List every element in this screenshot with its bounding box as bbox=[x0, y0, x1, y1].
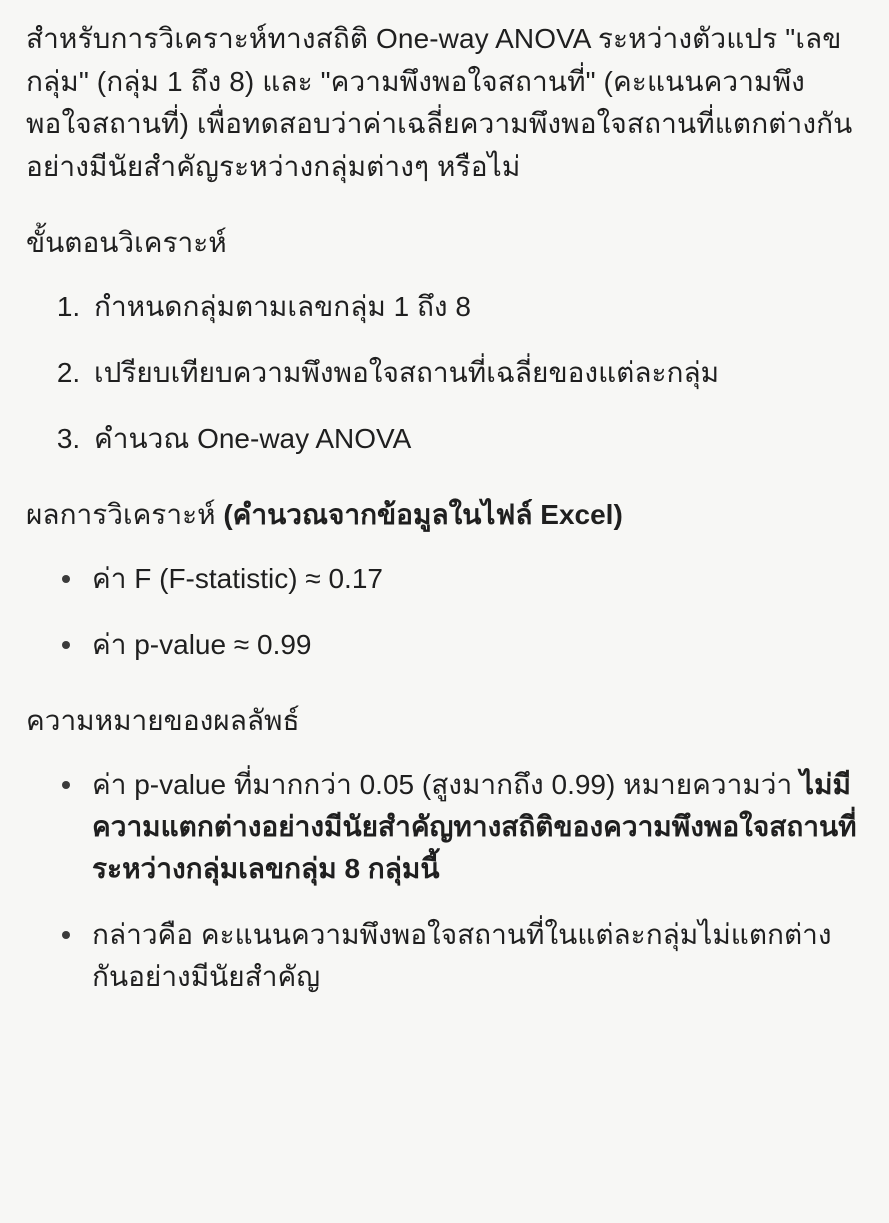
list-item: 1. กำหนดกลุ่มตามเลขกลุ่ม 1 ถึง 8 bbox=[88, 286, 863, 328]
list-item: ค่า F (F-statistic) ≈ 0.17 bbox=[86, 558, 863, 600]
list-item bbox=[86, 764, 863, 890]
meaning-emphasis-text: ไม่มีความแตกต่างอย่างมีนัยสำคัญทางสถิติของความพึงพอใจสถานที่ระหว่างกลุ่มเลขกลุ่ม 8 กลุ่มนี้ bbox=[92, 769, 857, 885]
list-item: 3. คำนวณ One-way ANOVA bbox=[88, 418, 863, 460]
meaning-list bbox=[26, 764, 863, 998]
list-item: กล่าวคือ คะแนนความพึงพอใจสถานที่ในแต่ละกลุ่มไม่แตกต่างกันอย่างมีนัยสำคัญ bbox=[86, 914, 863, 998]
meaning-lead-text: ค่า p-value ที่มากกว่า 0.05 (สูงมากถึง 0.99) หมายความว่า bbox=[92, 769, 801, 801]
results-heading-source: (คำนวณจากข้อมูลในไฟล์ Excel) bbox=[223, 499, 623, 531]
meaning-heading: ความหมายของผลลัพธ์ bbox=[26, 705, 300, 737]
steps-list bbox=[26, 286, 863, 460]
results-heading-prefix: ผลการวิเคราะห์ bbox=[26, 499, 224, 531]
results-heading bbox=[26, 494, 863, 536]
list-item: 2. เปรียบเทียบความพึงพอใจสถานที่เฉลี่ยของแต่ละกลุ่ม bbox=[88, 352, 863, 394]
intro-paragraph: สำหรับการวิเคราะห์ทางสถิติ One-way ANOVA ระหว่างตัวแปร "เลขกลุ่ม" (กลุ่ม 1 ถึง 8) และ "ความพึงพอใจสถานที่" (คะแนนความพึงพอใจสถานที่) เพื่อทดสอบว่าค่าเฉลี่ยความพึงพอใจสถานที่แตกต่างกันอย่างมีนัยสำคัญระหว่างกลุ่มต่างๆ หรือไม่ bbox=[26, 23, 853, 182]
list-item: ค่า p-value ≈ 0.99 bbox=[86, 624, 863, 666]
steps-heading: ขั้นตอนวิเคราะห์ bbox=[26, 227, 227, 259]
results-list bbox=[26, 558, 863, 666]
